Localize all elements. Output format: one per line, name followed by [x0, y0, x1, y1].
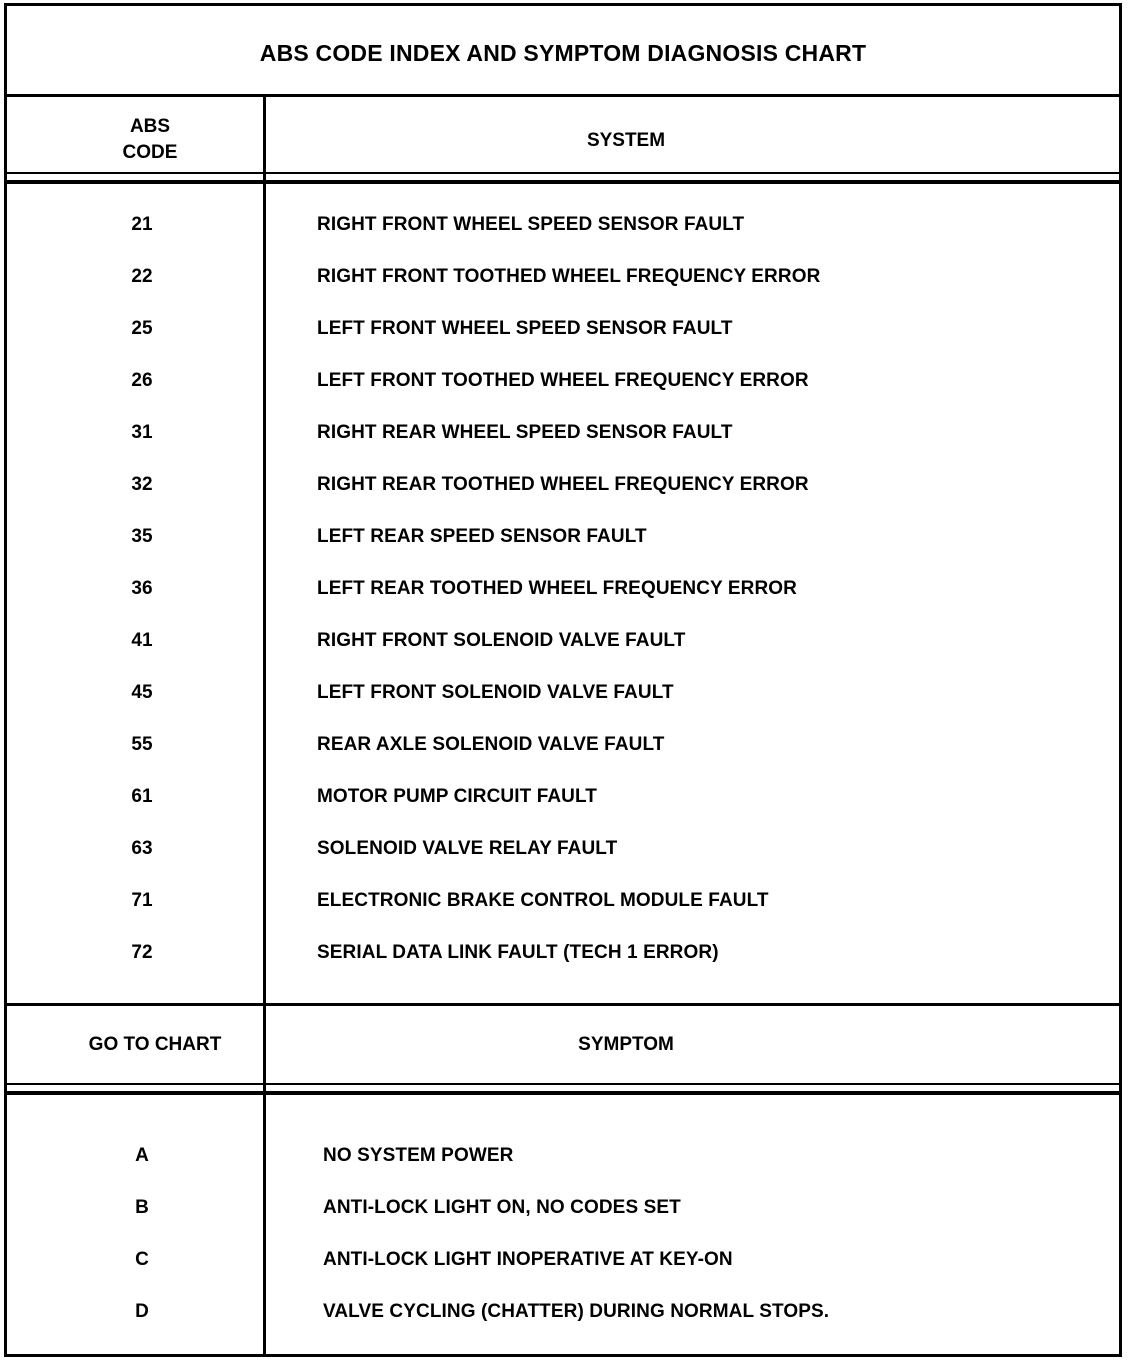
system-cell: MOTOR PUMP CIRCUIT FAULT — [317, 786, 598, 807]
chart-letter-cell: B — [135, 1197, 149, 1218]
go-to-chart-header: GO TO CHART — [88, 1034, 222, 1055]
abs-code-header — [100, 114, 200, 166]
abs-code-cell: 22 — [131, 266, 153, 287]
abs-code-cell: 35 — [131, 526, 153, 547]
symptom-cell: ANTI-LOCK LIGHT ON, NO CODES SET — [323, 1197, 681, 1218]
system-cell: LEFT FRONT TOOTHED WHEEL FREQUENCY ERROR — [317, 370, 809, 391]
abs-code-cell: 32 — [131, 474, 153, 495]
abs-code-cell: 21 — [131, 214, 153, 235]
abs-code-cell: 41 — [131, 630, 153, 651]
symptom-cell: ANTI-LOCK LIGHT INOPERATIVE AT KEY-ON — [323, 1249, 733, 1270]
system-cell: RIGHT REAR WHEEL SPEED SENSOR FAULT — [317, 422, 733, 443]
title-divider — [4, 94, 1122, 97]
abs-code-header-line2: CODE — [122, 142, 178, 163]
chart-letter-cell: D — [135, 1301, 149, 1322]
system-cell: RIGHT REAR TOOTHED WHEEL FREQUENCY ERROR — [317, 474, 809, 495]
system-cell: LEFT FRONT WHEEL SPEED SENSOR FAULT — [317, 318, 733, 339]
abs-code-header-line1: ABS — [129, 116, 171, 137]
system-cell: RIGHT FRONT SOLENOID VALVE FAULT — [317, 630, 686, 651]
abs-code-cell: 25 — [131, 318, 153, 339]
chart-letter-cell: C — [135, 1249, 149, 1270]
system-cell: RIGHT FRONT TOOTHED WHEEL FREQUENCY ERROR — [317, 266, 821, 287]
system-header: SYSTEM — [586, 130, 666, 151]
symptom-header-divider-2 — [4, 1091, 1122, 1095]
system-cell: REAR AXLE SOLENOID VALVE FAULT — [317, 734, 665, 755]
abs-code-cell: 26 — [131, 370, 153, 391]
symptom-cell: VALVE CYCLING (CHATTER) DURING NORMAL STOPS. — [323, 1301, 830, 1322]
symptom-header-divider-1 — [4, 1083, 1122, 1085]
header-divider-2 — [4, 180, 1122, 184]
system-cell: SERIAL DATA LINK FAULT (TECH 1 ERROR) — [317, 942, 719, 963]
abs-code-cell: 61 — [131, 786, 153, 807]
symptom-header: SYMPTOM — [578, 1034, 674, 1055]
system-cell: ELECTRONIC BRAKE CONTROL MODULE FAULT — [317, 890, 769, 911]
abs-code-cell: 31 — [131, 422, 153, 443]
abs-code-cell: 63 — [131, 838, 153, 859]
chart-letter-cell: A — [135, 1145, 149, 1166]
column-divider-codes — [263, 96, 266, 1006]
page-title: ABS CODE INDEX AND SYMPTOM DIAGNOSIS CHART — [259, 40, 867, 66]
system-cell: LEFT REAR TOOTHED WHEEL FREQUENCY ERROR — [317, 578, 797, 599]
abs-code-cell: 45 — [131, 682, 153, 703]
header-divider-1 — [4, 172, 1122, 174]
symptom-cell: NO SYSTEM POWER — [323, 1145, 514, 1166]
system-cell: RIGHT FRONT WHEEL SPEED SENSOR FAULT — [317, 214, 745, 235]
section-divider — [4, 1003, 1122, 1006]
abs-code-cell: 72 — [131, 942, 153, 963]
system-cell: LEFT FRONT SOLENOID VALVE FAULT — [317, 682, 674, 703]
system-cell: SOLENOID VALVE RELAY FAULT — [317, 838, 618, 859]
abs-code-cell: 36 — [131, 578, 153, 599]
abs-code-cell: 55 — [131, 734, 153, 755]
abs-code-cell: 71 — [131, 890, 153, 911]
system-cell: LEFT REAR SPEED SENSOR FAULT — [317, 526, 647, 547]
